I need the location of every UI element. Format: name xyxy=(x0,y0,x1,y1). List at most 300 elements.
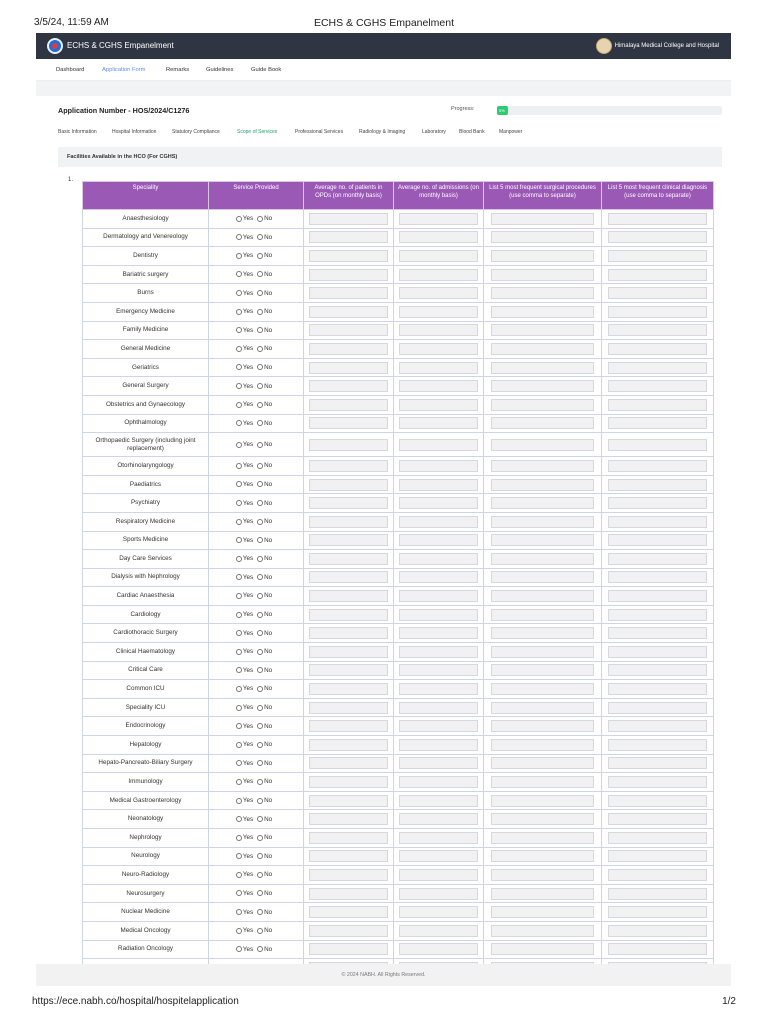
no-radio[interactable] xyxy=(257,649,263,655)
clinical-diagnosis-input[interactable] xyxy=(608,269,706,281)
surgical-procedures-input[interactable] xyxy=(491,231,595,243)
clinical-diagnosis-input[interactable] xyxy=(608,720,706,732)
table-row xyxy=(83,568,714,587)
clinical-diagnosis-input[interactable] xyxy=(608,702,706,714)
no-radio[interactable] xyxy=(257,442,263,448)
opd-patients-input[interactable] xyxy=(309,479,387,491)
yes-radio[interactable] xyxy=(236,798,242,804)
admissions-input[interactable] xyxy=(399,439,477,451)
clinical-diagnosis-input[interactable] xyxy=(608,664,706,676)
surgical-procedures-input[interactable] xyxy=(491,213,595,225)
admissions-cell xyxy=(394,228,484,247)
clinical-diagnosis-input[interactable] xyxy=(608,439,706,451)
yes-radio[interactable] xyxy=(236,872,242,878)
no-radio[interactable] xyxy=(257,742,263,748)
clinical-diagnosis-input[interactable] xyxy=(608,324,706,336)
yes-radio[interactable] xyxy=(236,723,242,729)
yes-radio[interactable] xyxy=(236,420,242,426)
admissions-input[interactable] xyxy=(399,553,477,565)
speciality-name: Neurosurgery xyxy=(83,884,209,903)
subtab-blood-bank[interactable]: Blood Bank xyxy=(459,129,485,135)
yes-radio[interactable] xyxy=(236,234,242,240)
surgical-procedures-input[interactable] xyxy=(491,720,595,732)
clinical-diagnosis-input[interactable] xyxy=(608,925,706,937)
yes-radio[interactable] xyxy=(236,853,242,859)
surgical-procedures-input[interactable] xyxy=(491,306,595,318)
no-radio[interactable] xyxy=(257,760,263,766)
clinical-diagnosis-input[interactable] xyxy=(608,460,706,472)
service-provided-cell xyxy=(209,680,304,699)
yes-radio[interactable] xyxy=(236,519,242,525)
opd-patients-input[interactable] xyxy=(309,439,387,451)
surgical-procedures-input[interactable] xyxy=(491,646,595,658)
surgical-procedures-input[interactable] xyxy=(491,553,595,565)
no-radio[interactable] xyxy=(257,686,263,692)
clinical-diagnosis-input[interactable] xyxy=(608,683,706,695)
no-radio[interactable] xyxy=(257,705,263,711)
surgical-procedures-input[interactable] xyxy=(491,739,595,751)
no-label: No xyxy=(264,741,273,749)
admissions-input[interactable] xyxy=(399,646,477,658)
clinical-diagnosis-input[interactable] xyxy=(608,516,706,528)
admissions-input[interactable] xyxy=(399,287,477,299)
no-label: No xyxy=(264,289,273,297)
no-radio[interactable] xyxy=(257,364,263,370)
opd-patients-input[interactable] xyxy=(309,553,387,565)
yes-radio[interactable] xyxy=(236,383,242,389)
opd-patients-input[interactable] xyxy=(309,776,387,788)
admissions-input[interactable] xyxy=(399,534,477,546)
no-radio[interactable] xyxy=(257,909,263,915)
yes-radio[interactable] xyxy=(236,593,242,599)
surgical-procedures-cell xyxy=(484,921,602,940)
admissions-input[interactable] xyxy=(399,343,477,355)
surgical-procedures-input[interactable] xyxy=(491,269,595,281)
opd-patients-cell xyxy=(304,568,394,587)
surgical-procedures-input[interactable] xyxy=(491,460,595,472)
clinical-diagnosis-input[interactable] xyxy=(608,287,706,299)
subtab-scope-of-services[interactable]: Scope of Services xyxy=(237,129,278,135)
admissions-input[interactable] xyxy=(399,380,477,392)
clinical-diagnosis-input[interactable] xyxy=(608,757,706,769)
yes-radio[interactable] xyxy=(236,537,242,543)
no-label: No xyxy=(264,462,273,470)
surgical-procedures-input[interactable] xyxy=(491,250,595,262)
yes-radio[interactable] xyxy=(236,216,242,222)
clinical-diagnosis-input[interactable] xyxy=(608,739,706,751)
surgical-procedures-input[interactable] xyxy=(491,343,595,355)
surgical-procedures-input[interactable] xyxy=(491,590,595,602)
surgical-procedures-input[interactable] xyxy=(491,324,595,336)
admissions-input[interactable] xyxy=(399,269,477,281)
no-radio[interactable] xyxy=(257,853,263,859)
admissions-input[interactable] xyxy=(399,776,477,788)
service-provided-cell xyxy=(209,698,304,717)
admissions-input[interactable] xyxy=(399,306,477,318)
clinical-diagnosis-input[interactable] xyxy=(608,627,706,639)
clinical-diagnosis-input[interactable] xyxy=(608,497,706,509)
admissions-input[interactable] xyxy=(399,399,477,411)
subtab-professional-services[interactable]: Professional Services xyxy=(295,129,344,135)
yes-radio[interactable] xyxy=(236,686,242,692)
admissions-cell xyxy=(394,847,484,866)
subtab-statutory-compliance[interactable]: Statutory Compliance xyxy=(172,129,220,135)
no-radio[interactable] xyxy=(257,519,263,525)
no-radio[interactable] xyxy=(257,816,263,822)
yes-label: Yes xyxy=(242,927,254,935)
opd-patients-input[interactable] xyxy=(309,832,387,844)
admissions-input[interactable] xyxy=(399,516,477,528)
no-radio[interactable] xyxy=(257,216,263,222)
admissions-input[interactable] xyxy=(399,479,477,491)
yes-radio[interactable] xyxy=(236,835,242,841)
no-radio[interactable] xyxy=(257,234,263,240)
opd-patients-input[interactable] xyxy=(309,646,387,658)
speciality-name: Medical Gastroenterology xyxy=(83,791,209,810)
table-row xyxy=(83,358,714,377)
opd-patients-input[interactable] xyxy=(309,757,387,769)
opd-patients-input[interactable] xyxy=(309,287,387,299)
opd-patients-input[interactable] xyxy=(309,869,387,881)
opd-patients-input[interactable] xyxy=(309,213,387,225)
surgical-procedures-input[interactable] xyxy=(491,609,595,621)
yes-radio[interactable] xyxy=(236,481,242,487)
surgical-procedures-input[interactable] xyxy=(491,417,595,429)
admissions-cell xyxy=(394,866,484,885)
clinical-diagnosis-input[interactable] xyxy=(608,362,706,374)
clinical-diagnosis-input[interactable] xyxy=(608,906,706,918)
opd-patients-input[interactable] xyxy=(309,343,387,355)
section-title: Facilities Available in the HCO (For CGHS) xyxy=(67,154,178,160)
surgical-procedures-input[interactable] xyxy=(491,888,595,900)
admissions-input[interactable] xyxy=(399,213,477,225)
table-row xyxy=(83,550,714,569)
admissions-input[interactable] xyxy=(399,720,477,732)
yes-radio[interactable] xyxy=(236,556,242,562)
subtab-hospital-information[interactable]: Hospital Information xyxy=(112,129,157,135)
yes-radio[interactable] xyxy=(236,816,242,822)
yes-radio[interactable] xyxy=(236,705,242,711)
admissions-input[interactable] xyxy=(399,795,477,807)
surgical-procedures-input[interactable] xyxy=(491,479,595,491)
opd-patients-input[interactable] xyxy=(309,683,387,695)
yes-radio[interactable] xyxy=(236,649,242,655)
clinical-diagnosis-input[interactable] xyxy=(608,646,706,658)
admissions-input[interactable] xyxy=(399,627,477,639)
surgical-procedures-input[interactable] xyxy=(491,795,595,807)
surgical-procedures-input[interactable] xyxy=(491,362,595,374)
no-radio[interactable] xyxy=(257,481,263,487)
opd-patients-cell xyxy=(304,773,394,792)
no-radio[interactable] xyxy=(257,593,263,599)
opd-patients-cell xyxy=(304,605,394,624)
admissions-input[interactable] xyxy=(399,250,477,262)
admissions-input[interactable] xyxy=(399,664,477,676)
no-radio[interactable] xyxy=(257,420,263,426)
subtab-basic-information[interactable]: Basic Information xyxy=(58,129,97,135)
no-radio[interactable] xyxy=(257,537,263,543)
clinical-diagnosis-input[interactable] xyxy=(608,888,706,900)
clinical-diagnosis-input[interactable] xyxy=(608,832,706,844)
admissions-input[interactable] xyxy=(399,683,477,695)
no-radio[interactable] xyxy=(257,327,263,333)
admissions-input[interactable] xyxy=(399,906,477,918)
surgical-procedures-input[interactable] xyxy=(491,497,595,509)
surgical-procedures-input[interactable] xyxy=(491,516,595,528)
opd-patients-input[interactable] xyxy=(309,497,387,509)
surgical-procedures-input[interactable] xyxy=(491,943,595,955)
no-radio[interactable] xyxy=(257,835,263,841)
yes-radio[interactable] xyxy=(236,463,242,469)
surgical-procedures-input[interactable] xyxy=(491,439,595,451)
no-radio[interactable] xyxy=(257,872,263,878)
service-provided-cell xyxy=(209,754,304,773)
clinical-diagnosis-input[interactable] xyxy=(608,380,706,392)
opd-patients-input[interactable] xyxy=(309,813,387,825)
clinical-diagnosis-input[interactable] xyxy=(608,571,706,583)
surgical-procedures-input[interactable] xyxy=(491,925,595,937)
clinical-diagnosis-input[interactable] xyxy=(608,850,706,862)
clinical-diagnosis-input[interactable] xyxy=(608,943,706,955)
surgical-procedures-input[interactable] xyxy=(491,627,595,639)
no-radio[interactable] xyxy=(257,630,263,636)
admissions-input[interactable] xyxy=(399,702,477,714)
clinical-diagnosis-input[interactable] xyxy=(608,553,706,565)
nav-remarks[interactable]: Remarks xyxy=(166,67,190,73)
clinical-diagnosis-input[interactable] xyxy=(608,534,706,546)
yes-radio[interactable] xyxy=(236,402,242,408)
subtab-laboratory[interactable]: Laboratory xyxy=(422,129,446,135)
no-radio[interactable] xyxy=(257,928,263,934)
no-radio[interactable] xyxy=(257,779,263,785)
yes-radio[interactable] xyxy=(236,364,242,370)
no-radio[interactable] xyxy=(257,271,263,277)
yes-radio[interactable] xyxy=(236,667,242,673)
yes-radio[interactable] xyxy=(236,442,242,448)
opd-patients-input[interactable] xyxy=(309,925,387,937)
opd-patients-input[interactable] xyxy=(309,571,387,583)
nav-dashboard[interactable]: Dashboard xyxy=(56,67,85,73)
admissions-input[interactable] xyxy=(399,925,477,937)
admissions-input[interactable] xyxy=(399,739,477,751)
clinical-diagnosis-input[interactable] xyxy=(608,869,706,881)
yes-radio[interactable] xyxy=(236,290,242,296)
opd-patients-input[interactable] xyxy=(309,943,387,955)
speciality-name: Paediatrics xyxy=(83,475,209,494)
opd-patients-input[interactable] xyxy=(309,534,387,546)
opd-patients-cell xyxy=(304,884,394,903)
opd-patients-input[interactable] xyxy=(309,906,387,918)
surgical-procedures-cell xyxy=(484,643,602,662)
admissions-cell xyxy=(394,624,484,643)
no-radio[interactable] xyxy=(257,253,263,259)
clinical-diagnosis-input[interactable] xyxy=(608,813,706,825)
admissions-input[interactable] xyxy=(399,417,477,429)
no-radio[interactable] xyxy=(257,667,263,673)
admissions-input[interactable] xyxy=(399,324,477,336)
admissions-input[interactable] xyxy=(399,832,477,844)
opd-patients-input[interactable] xyxy=(309,399,387,411)
admissions-input[interactable] xyxy=(399,813,477,825)
surgical-procedures-input[interactable] xyxy=(491,534,595,546)
opd-patients-input[interactable] xyxy=(309,627,387,639)
yes-radio[interactable] xyxy=(236,760,242,766)
clinical-diagnosis-input[interactable] xyxy=(608,213,706,225)
no-radio[interactable] xyxy=(257,556,263,562)
admissions-input[interactable] xyxy=(399,609,477,621)
yes-radio[interactable] xyxy=(236,346,242,352)
admissions-cell xyxy=(394,512,484,531)
surgical-procedures-input[interactable] xyxy=(491,757,595,769)
clinical-diagnosis-input[interactable] xyxy=(608,399,706,411)
service-provided-cell xyxy=(209,717,304,736)
speciality-name: Nuclear Medicine xyxy=(83,903,209,922)
opd-patients-input[interactable] xyxy=(309,702,387,714)
opd-patients-input[interactable] xyxy=(309,417,387,429)
admissions-input[interactable] xyxy=(399,231,477,243)
admissions-input[interactable] xyxy=(399,888,477,900)
yes-radio[interactable] xyxy=(236,946,242,952)
table-row xyxy=(83,228,714,247)
footer xyxy=(36,964,731,986)
opd-patients-input[interactable] xyxy=(309,590,387,602)
no-radio[interactable] xyxy=(257,798,263,804)
surgical-procedures-input[interactable] xyxy=(491,702,595,714)
no-radio[interactable] xyxy=(257,500,263,506)
opd-patients-input[interactable] xyxy=(309,516,387,528)
opd-patients-input[interactable] xyxy=(309,362,387,374)
surgical-procedures-cell xyxy=(484,302,602,321)
clinical-diagnosis-input[interactable] xyxy=(608,306,706,318)
surgical-procedures-input[interactable] xyxy=(491,683,595,695)
surgical-procedures-input[interactable] xyxy=(491,571,595,583)
opd-patients-input[interactable] xyxy=(309,795,387,807)
no-radio[interactable] xyxy=(257,309,263,315)
surgical-procedures-input[interactable] xyxy=(491,906,595,918)
no-label: No xyxy=(264,573,273,581)
no-radio[interactable] xyxy=(257,383,263,389)
surgical-procedures-cell xyxy=(484,494,602,513)
clinical-diagnosis-input[interactable] xyxy=(608,417,706,429)
admissions-input[interactable] xyxy=(399,590,477,602)
no-radio[interactable] xyxy=(257,290,263,296)
subtab-manpower[interactable]: Manpower xyxy=(499,129,523,135)
surgical-procedures-input[interactable] xyxy=(491,380,595,392)
yes-radio[interactable] xyxy=(236,500,242,506)
surgical-procedures-input[interactable] xyxy=(491,664,595,676)
yes-radio[interactable] xyxy=(236,327,242,333)
opd-patients-input[interactable] xyxy=(309,460,387,472)
no-radio[interactable] xyxy=(257,890,263,896)
clinical-diagnosis-input[interactable] xyxy=(608,795,706,807)
subtab-radiology-imaging[interactable]: Radiology & Imaging xyxy=(359,129,406,135)
no-label: No xyxy=(264,592,273,600)
opd-patients-input[interactable] xyxy=(309,250,387,262)
no-label: No xyxy=(264,499,273,507)
yes-radio[interactable] xyxy=(236,630,242,636)
table-row xyxy=(83,903,714,922)
no-radio[interactable] xyxy=(257,574,263,580)
opd-patients-input[interactable] xyxy=(309,664,387,676)
admissions-input[interactable] xyxy=(399,460,477,472)
opd-patients-input[interactable] xyxy=(309,850,387,862)
service-provided-cell xyxy=(209,284,304,303)
yes-radio[interactable] xyxy=(236,612,242,618)
no-radio[interactable] xyxy=(257,946,263,952)
yes-radio[interactable] xyxy=(236,309,242,315)
yes-label: Yes xyxy=(242,215,254,223)
admissions-input[interactable] xyxy=(399,571,477,583)
surgical-procedures-input[interactable] xyxy=(491,832,595,844)
nav-application-form[interactable]: Application Form xyxy=(102,67,146,73)
yes-radio[interactable] xyxy=(236,574,242,580)
opd-patients-input[interactable] xyxy=(309,888,387,900)
hospital-profile[interactable] xyxy=(596,38,719,54)
clinical-diagnosis-cell xyxy=(602,433,714,457)
surgical-procedures-input[interactable] xyxy=(491,399,595,411)
admissions-input[interactable] xyxy=(399,362,477,374)
yes-radio[interactable] xyxy=(236,928,242,934)
no-radio[interactable] xyxy=(257,346,263,352)
yes-label: Yes xyxy=(242,326,254,334)
no-radio[interactable] xyxy=(257,402,263,408)
yes-radio[interactable] xyxy=(236,271,242,277)
yes-radio[interactable] xyxy=(236,779,242,785)
clinical-diagnosis-input[interactable] xyxy=(608,776,706,788)
yes-radio[interactable] xyxy=(236,909,242,915)
clinical-diagnosis-input[interactable] xyxy=(608,250,706,262)
table-row xyxy=(83,475,714,494)
service-provided-cell xyxy=(209,605,304,624)
admissions-input[interactable] xyxy=(399,850,477,862)
surgical-procedures-cell xyxy=(484,457,602,476)
yes-radio[interactable] xyxy=(236,742,242,748)
no-radio[interactable] xyxy=(257,612,263,618)
opd-patients-input[interactable] xyxy=(309,609,387,621)
surgical-procedures-input[interactable] xyxy=(491,287,595,299)
nav-guide-book[interactable]: Guide Book xyxy=(251,67,282,73)
surgical-procedures-input[interactable] xyxy=(491,813,595,825)
clinical-diagnosis-input[interactable] xyxy=(608,609,706,621)
admissions-input[interactable] xyxy=(399,943,477,955)
clinical-diagnosis-input[interactable] xyxy=(608,343,706,355)
nav-guidelines[interactable]: Guidelines xyxy=(206,67,234,73)
opd-patients-input[interactable] xyxy=(309,380,387,392)
surgical-procedures-input[interactable] xyxy=(491,869,595,881)
surgical-procedures-input[interactable] xyxy=(491,776,595,788)
clinical-diagnosis-input[interactable] xyxy=(608,231,706,243)
no-radio[interactable] xyxy=(257,463,263,469)
opd-patients-input[interactable] xyxy=(309,720,387,732)
clinical-diagnosis-input[interactable] xyxy=(608,590,706,602)
opd-patients-input[interactable] xyxy=(309,306,387,318)
opd-patients-input[interactable] xyxy=(309,231,387,243)
yes-radio[interactable] xyxy=(236,890,242,896)
admissions-input[interactable] xyxy=(399,757,477,769)
yes-radio[interactable] xyxy=(236,253,242,259)
no-radio[interactable] xyxy=(257,723,263,729)
no-label: No xyxy=(264,778,273,786)
surgical-procedures-cell xyxy=(484,475,602,494)
clinical-diagnosis-input[interactable] xyxy=(608,479,706,491)
table-row xyxy=(83,773,714,792)
opd-patients-input[interactable] xyxy=(309,324,387,336)
opd-patients-input[interactable] xyxy=(309,739,387,751)
admissions-input[interactable] xyxy=(399,869,477,881)
opd-patients-input[interactable] xyxy=(309,269,387,281)
admissions-input[interactable] xyxy=(399,497,477,509)
surgical-procedures-input[interactable] xyxy=(491,850,595,862)
